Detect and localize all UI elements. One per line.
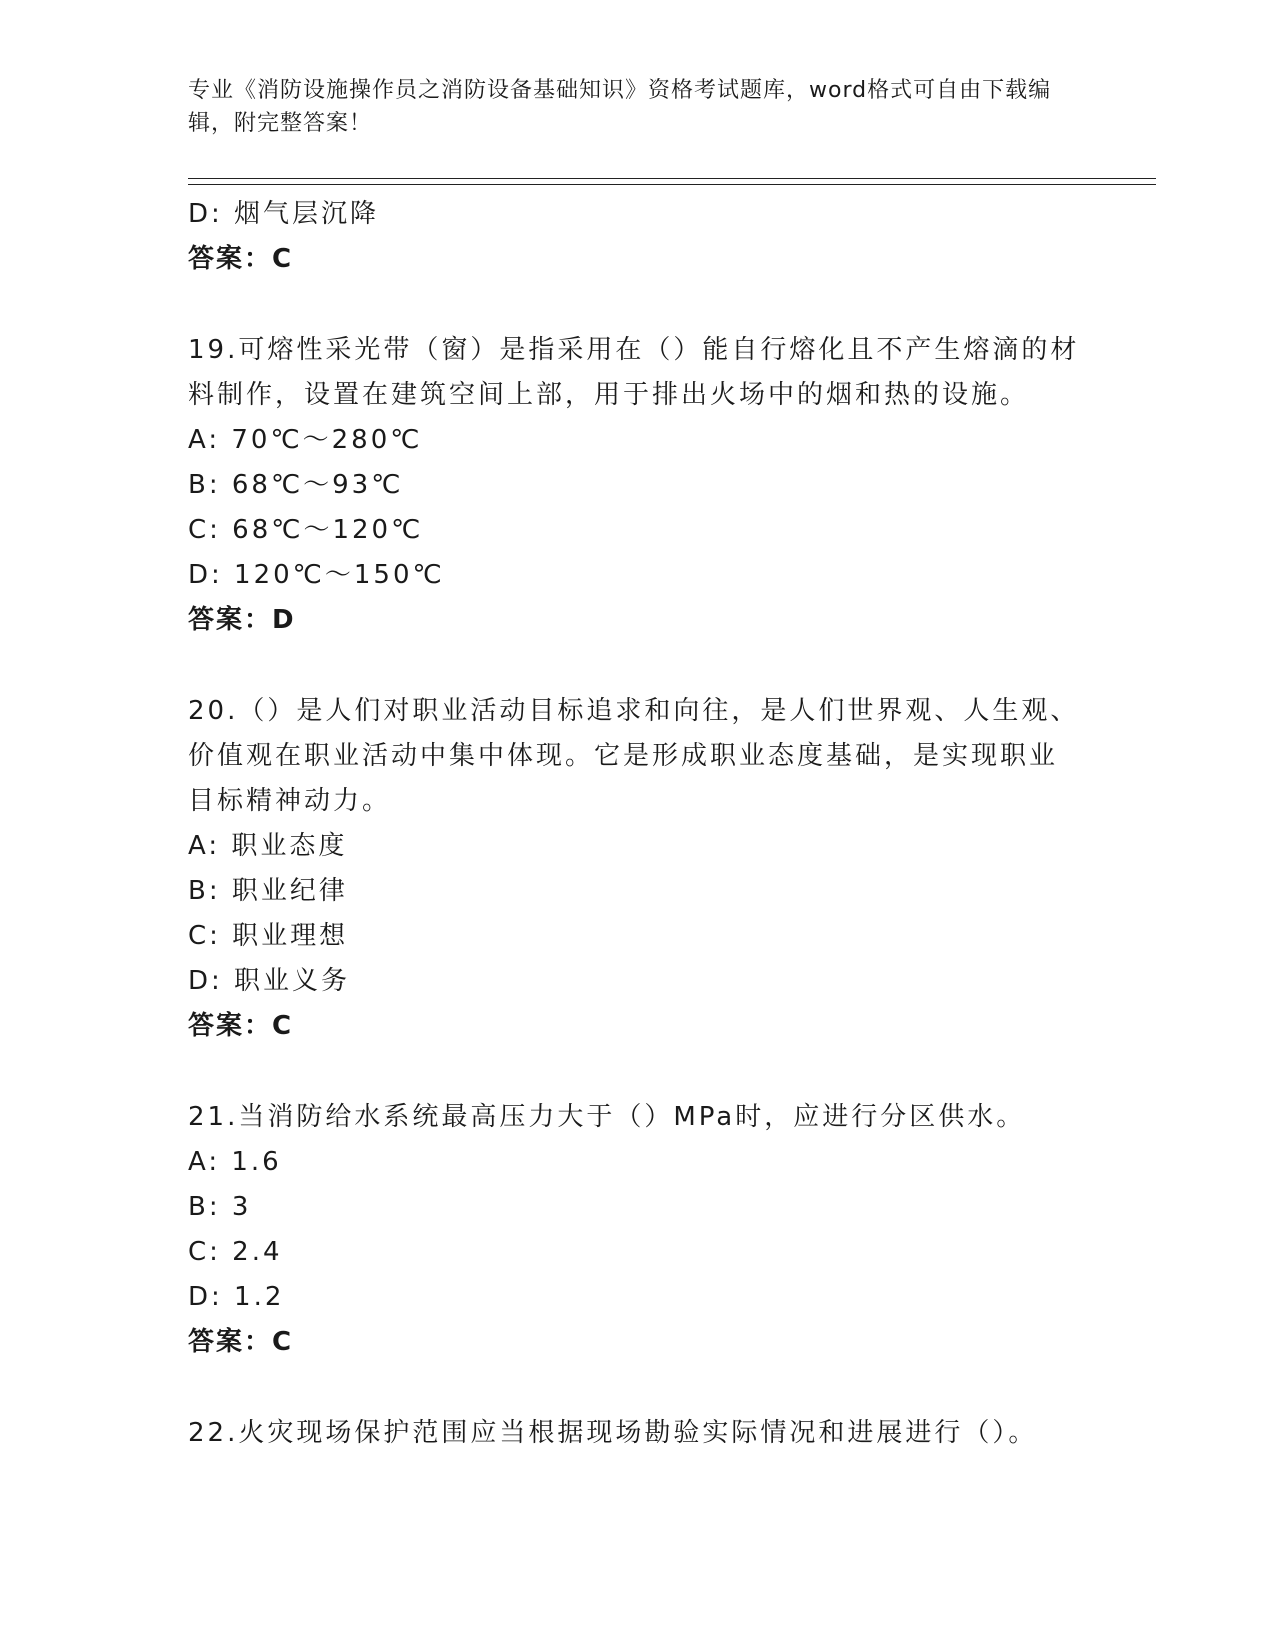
option-b: B: 3 — [188, 1192, 252, 1222]
option-c: C: 职业理想 — [188, 921, 349, 951]
spacer — [188, 643, 1078, 689]
question-text: 19.可熔性采光带（窗）是指采用在（）能自行熔化且不产生熔滴的材 — [188, 335, 1080, 365]
option-b: B: 68℃～93℃ — [188, 470, 404, 500]
option-c: C: 2.4 — [188, 1237, 283, 1267]
option-d: D: 120℃～150℃ — [188, 560, 445, 590]
option-d: D: 1.2 — [188, 1282, 285, 1312]
question-text: 22.火灾现场保护范围应当根据现场勘验实际情况和进展进行（）。 — [188, 1418, 1038, 1448]
option-c: C: 68℃～120℃ — [188, 515, 424, 545]
answer: 答案：C — [188, 1011, 294, 1041]
question-21 — [188, 1095, 1078, 1365]
answer: 答案：C — [188, 244, 294, 274]
option-a: A: 70℃～280℃ — [188, 425, 423, 455]
question-text: 21.当消防给水系统最高压力大于（）MPa时，应进行分区供水。 — [188, 1102, 1026, 1132]
spacer — [188, 1049, 1078, 1095]
option-d: D: 职业义务 — [188, 966, 351, 996]
option-b: B: 职业纪律 — [188, 876, 348, 906]
question-text: 料制作，设置在建筑空间上部，用于排出火场中的烟和热的设施。 — [188, 380, 1030, 410]
answer: 答案：C — [188, 1327, 294, 1357]
spacer — [188, 1365, 1078, 1411]
question-text: 20.（）是人们对职业活动目标追求和向往，是人们世界观、人生观、 — [188, 696, 1080, 726]
question-text: 价值观在职业活动中集中体现。它是形成职业态度基础，是实现职业 — [188, 741, 1059, 771]
page-header: 专业《消防设施操作员之消防设备基础知识》资格考试题库，word格式可自由下载编辑，附完整答案！ — [188, 78, 1052, 136]
answer: 答案：D — [188, 605, 296, 635]
option-a: A: 职业态度 — [188, 831, 348, 861]
option-a: A: 1.6 — [188, 1147, 282, 1177]
option-d: D: 烟气层沉降 — [188, 199, 380, 229]
question-19 — [188, 328, 1078, 643]
question-22 — [188, 1411, 1078, 1456]
question-text: 目标精神动力。 — [188, 786, 392, 816]
header-rule — [188, 178, 1156, 185]
question-content — [188, 192, 1078, 1456]
question-20 — [188, 689, 1078, 1049]
spacer — [188, 282, 1078, 328]
